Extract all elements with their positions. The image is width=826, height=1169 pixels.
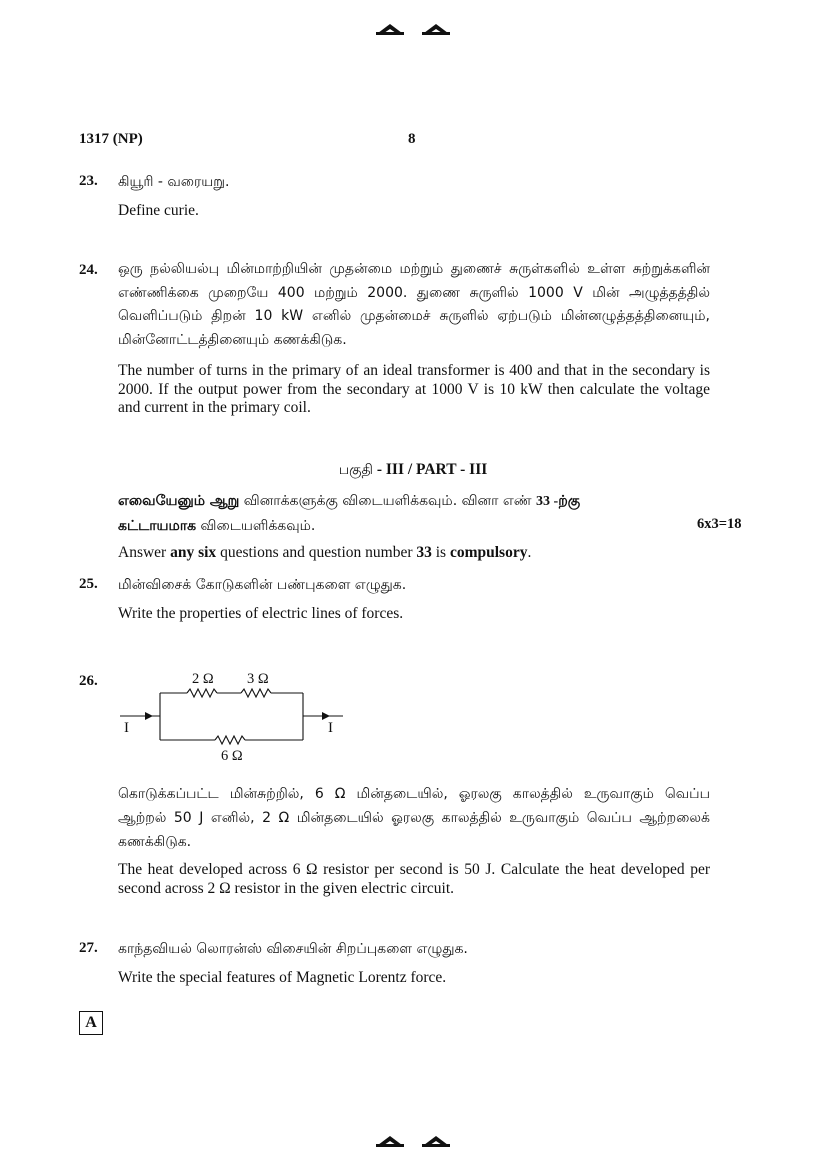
label-current-in: I <box>124 720 129 736</box>
part-marks: 6x3=18 <box>697 516 742 532</box>
question-24-english: The number of turns in the primary of an ideal transformer is 400 and that in the secondary is 2000. If the output power from the secondary at 1000 V is 10 kW then calculate the voltage and current in the primary coil. <box>118 362 710 416</box>
question-27-english: Write the special features of Magnetic Lorentz force. <box>118 969 447 986</box>
instr-en-2: questions and question number <box>216 544 417 561</box>
paper-code: 1317 (NP) <box>79 131 143 147</box>
bottom-aa-mark <box>376 1132 466 1152</box>
question-25-tamil: மின்விசைக் கோடுகளின் பண்புகளை எழுதுக. <box>118 577 407 593</box>
instr-en-3: is <box>431 544 450 561</box>
question-number-26: 26. <box>79 673 98 689</box>
part-heading-english: III / PART - III <box>385 461 488 478</box>
question-number-27: 27. <box>79 940 98 956</box>
instr-any-six-tamil: எவையேனும் ஆறு <box>118 493 240 509</box>
current-out-arrow <box>322 712 330 720</box>
resistor-2-ohm <box>187 689 217 697</box>
part-heading-tamil: பகுதி <box>338 462 373 478</box>
instr-en-4: . <box>527 544 532 561</box>
question-23-english: Define curie. <box>118 202 199 219</box>
current-in-arrow <box>145 712 153 720</box>
question-25-english: Write the properties of electric lines of forces. <box>118 605 404 622</box>
instr-en-33: 33 <box>416 544 432 561</box>
page-number: 8 <box>408 131 416 147</box>
label-3-ohm: 3 Ω <box>247 671 269 687</box>
instr-mid-tamil: வினாக்களுக்கு விடையளிக்கவும். வினா எண் <box>239 493 537 509</box>
instr-en-compulsory: compulsory <box>449 544 528 561</box>
instr-en-1: Answer <box>118 544 171 561</box>
part-instruction-english <box>118 544 710 563</box>
top-aa-mark <box>376 20 466 40</box>
part-heading-separator: - <box>372 461 386 478</box>
part-heading <box>0 458 826 482</box>
question-23-tamil: கியூரி - வரையறு. <box>118 174 230 190</box>
label-2-ohm: 2 Ω <box>192 671 214 687</box>
label-current-out: I <box>328 720 333 736</box>
circuit-diagram <box>115 668 355 768</box>
question-number-24: 24. <box>79 262 98 278</box>
instr-compulsory-tamil: கட்டாயமாக <box>118 518 197 534</box>
question-27-tamil: காந்தவியல் லொரன்ஸ் விசையின் சிறப்புகளை எழுதுக. <box>118 941 468 957</box>
question-26-tamil: கொடுக்கப்பட்ட மின்சுற்றில், 6 Ω மின்தடையில், ஓரலகு காலத்தில் உருவாகும் வெப்ப ஆற்றல் 50 J எனில், 2 Ω மின்தடையில் ஓரலகு காலத்தில் உருவாகும் வெப்ப ஆற்றலைக் கணக்கிடுக. <box>118 786 710 850</box>
question-26-english: The heat developed across 6 Ω resistor per second is 50 J. Calculate the heat developed per second across 2 Ω resistor in the given electric circuit. <box>118 861 710 897</box>
question-24-tamil: ஒரு நல்லியல்பு மின்மாற்றியின் முதன்மை மற்றும் துணைச் சுருள்களில் உள்ள சுற்றுக்களின் எண்ணிக்கை முறையே 400 மற்றும் 2000. துணை சுருளில் 1000 V மின் அழுத்தத்தில் வெளிப்படும் திறன் 10 kW எனில் முதன்மைச் சுருளில் ஏற்படும் மின்னழுத்தத்தினையும், மின்னோட்டத்தினையும் கணக்கிடுக. <box>118 261 710 348</box>
question-number-25: 25. <box>79 576 98 592</box>
instr-en-any-six: any six <box>170 544 217 561</box>
instr-q33-tamil: 33 -ற்கு <box>536 494 581 509</box>
resistor-3-ohm <box>241 689 271 697</box>
version-box: A <box>79 1011 103 1035</box>
label-6-ohm: 6 Ω <box>221 748 243 764</box>
instr-end-tamil: விடையளிக்கவும். <box>196 518 316 534</box>
resistor-6-ohm <box>215 736 245 744</box>
part-instruction-tamil <box>118 489 710 538</box>
question-number-23: 23. <box>79 173 98 189</box>
